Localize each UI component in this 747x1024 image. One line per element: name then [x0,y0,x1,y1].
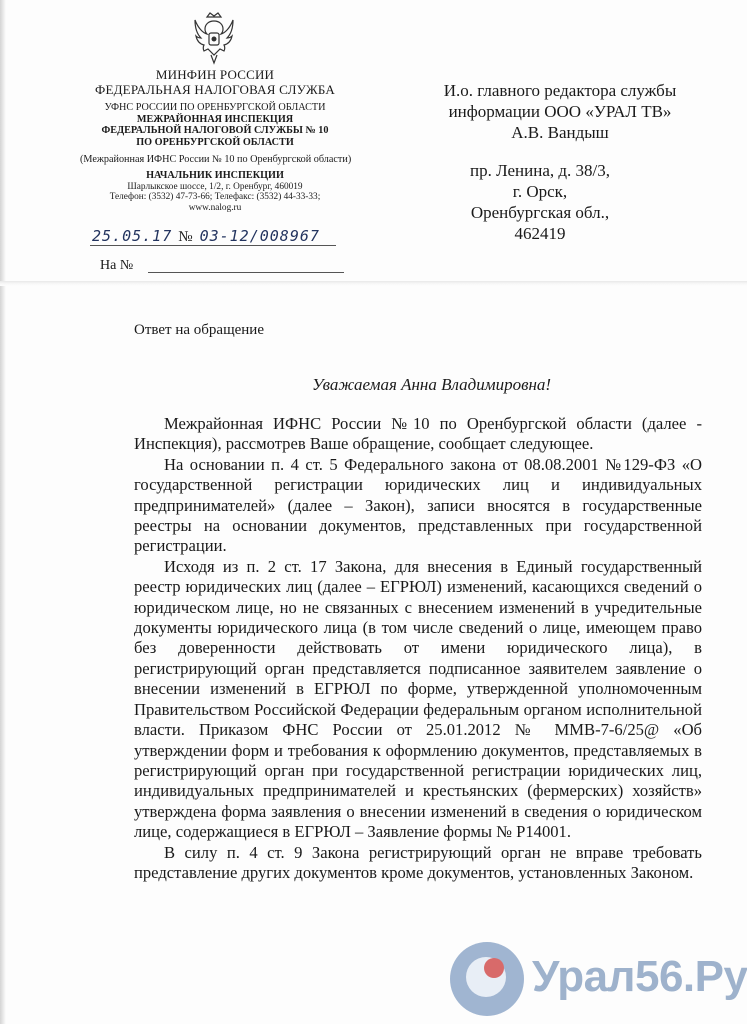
inspection-name-1: МЕЖРАЙОННАЯ ИНСПЕКЦИЯ [136,113,294,125]
page-edge-shadow [0,0,6,1024]
addressee-line-2: информации ООО «УРАЛ ТВ» [448,102,672,121]
inspection-name-3: ПО ОРЕНБУРГСКОЙ ОБЛАСТИ [136,137,294,149]
body-paragraph: На основании п. 4 ст. 5 Федерального закона от 08.08.2001 №129-ФЗ «О государственной регистрации юридических лиц и индивидуальных предпринимателей» (далее – Закон), записи вносятся в государственные реестры на основании документов, представленных при государственной регистрации. [134,454,702,556]
letter-number: 03-12/008967 [199,227,320,245]
ministry-name: МИНФИН РОССИИ [155,67,275,82]
addressee-postal [405,160,675,244]
sender-website: www.nalog.ru [188,203,242,214]
service-name: ФЕДЕРАЛЬНАЯ НАЛОГОВАЯ СЛУЖБА [95,81,335,97]
body-paragraph: В силу п. 4 ст. 9 Закона регистрирующий орган не вправе требовать представление других документов кроме документов, установленных Законом. [134,842,702,882]
head-title: НАЧАЛЬНИК ИНСПЕКЦИИ [146,170,284,181]
letter-subject: Ответ на обращение [134,322,264,338]
addressee-zip: 462419 [514,224,566,243]
watermark-logo-dot [484,958,504,978]
fold-line [0,281,747,286]
addressee-region: Оренбургская обл., [470,203,610,222]
outgoing-date-number [92,227,320,246]
inspection-name-2: ФЕДЕРАЛЬНОЙ НАЛОГОВОЙ СЛУЖБЫ № 10 [101,125,329,137]
letter-body [134,414,702,883]
coat-of-arms-emblem [189,11,239,67]
body-paragraph: Межрайонная ИФНС России №10 по Оренбургской области (далее - Инспекция), рассмотрев Ваше обращение, сообщает следующее. [134,414,702,454]
body-paragraph: Исходя из п. 2 ст. 17 Закона, для внесения в Единый государственный реестр юридических лиц (далее – ЕГРЮЛ) изменений, касающихся сведений о юридическом лице, но не связанных с внесением изменений в учредительные документы юридического лица (в том числе сведений о лице, имеющем право без доверенности действовать от имени юридического лица), в регистрирующий орган представляется подписанное заявителем заявление о внесении изменений в ЕГРЮЛ по форме, утвержденной уполномоченным Правительством Российской Федерации федеральным органом исполнительной власти. Приказом ФНС России от 25.01.2012 № ММВ-7-6/25@ «Об утверждении форм и требования к оформлению документов, представляемых в регистрирующий орган при государственной регистрации юридических лиц, индивидуальных предпринимателей и крестьянских (фермерских) хозяйств» утверждена форма заявления о внесении изменений в сведения о юридическом лице, содержащиеся в ЕГРЮЛ – Заявление формы № Р14001. [134,556,702,842]
number-sign: № [178,229,194,245]
date-underline [90,245,336,246]
na-label: На № [100,258,134,273]
contacts-block [80,170,350,214]
na-underline [148,272,344,273]
addressee-line-3: А.В. Вандыш [511,123,609,142]
addressee-line-1: И.о. главного редактора службы [443,81,677,100]
addressee-block [410,80,710,143]
inspection-short-name: (Межрайонная ИФНС России № 10 по Оренбургской области) [80,154,352,165]
letter-greeting: Уважаемая Анна Владимировна! [312,375,552,394]
ufns-name: УФНС РОССИИ ПО ОРЕНБУРГСКОЙ ОБЛАСТИ [104,102,326,113]
addressee-city: г. Орск, [512,182,568,201]
letter-date: 25.05.17 [92,227,173,245]
department-block [80,102,350,149]
sender-address: Шарлыкское шоссе, 1/2, г. Оренбург, 460019 [127,181,303,192]
sender-header [80,68,350,98]
short-name-block [80,154,350,166]
watermark-text: Урал56.Ру [532,952,747,1001]
sender-phones: Телефон: (3532) 47-73-66; Телефакс: (3532) 44-33-33; [109,192,321,203]
addressee-street: пр. Ленина, д. 38/3, [469,161,611,180]
